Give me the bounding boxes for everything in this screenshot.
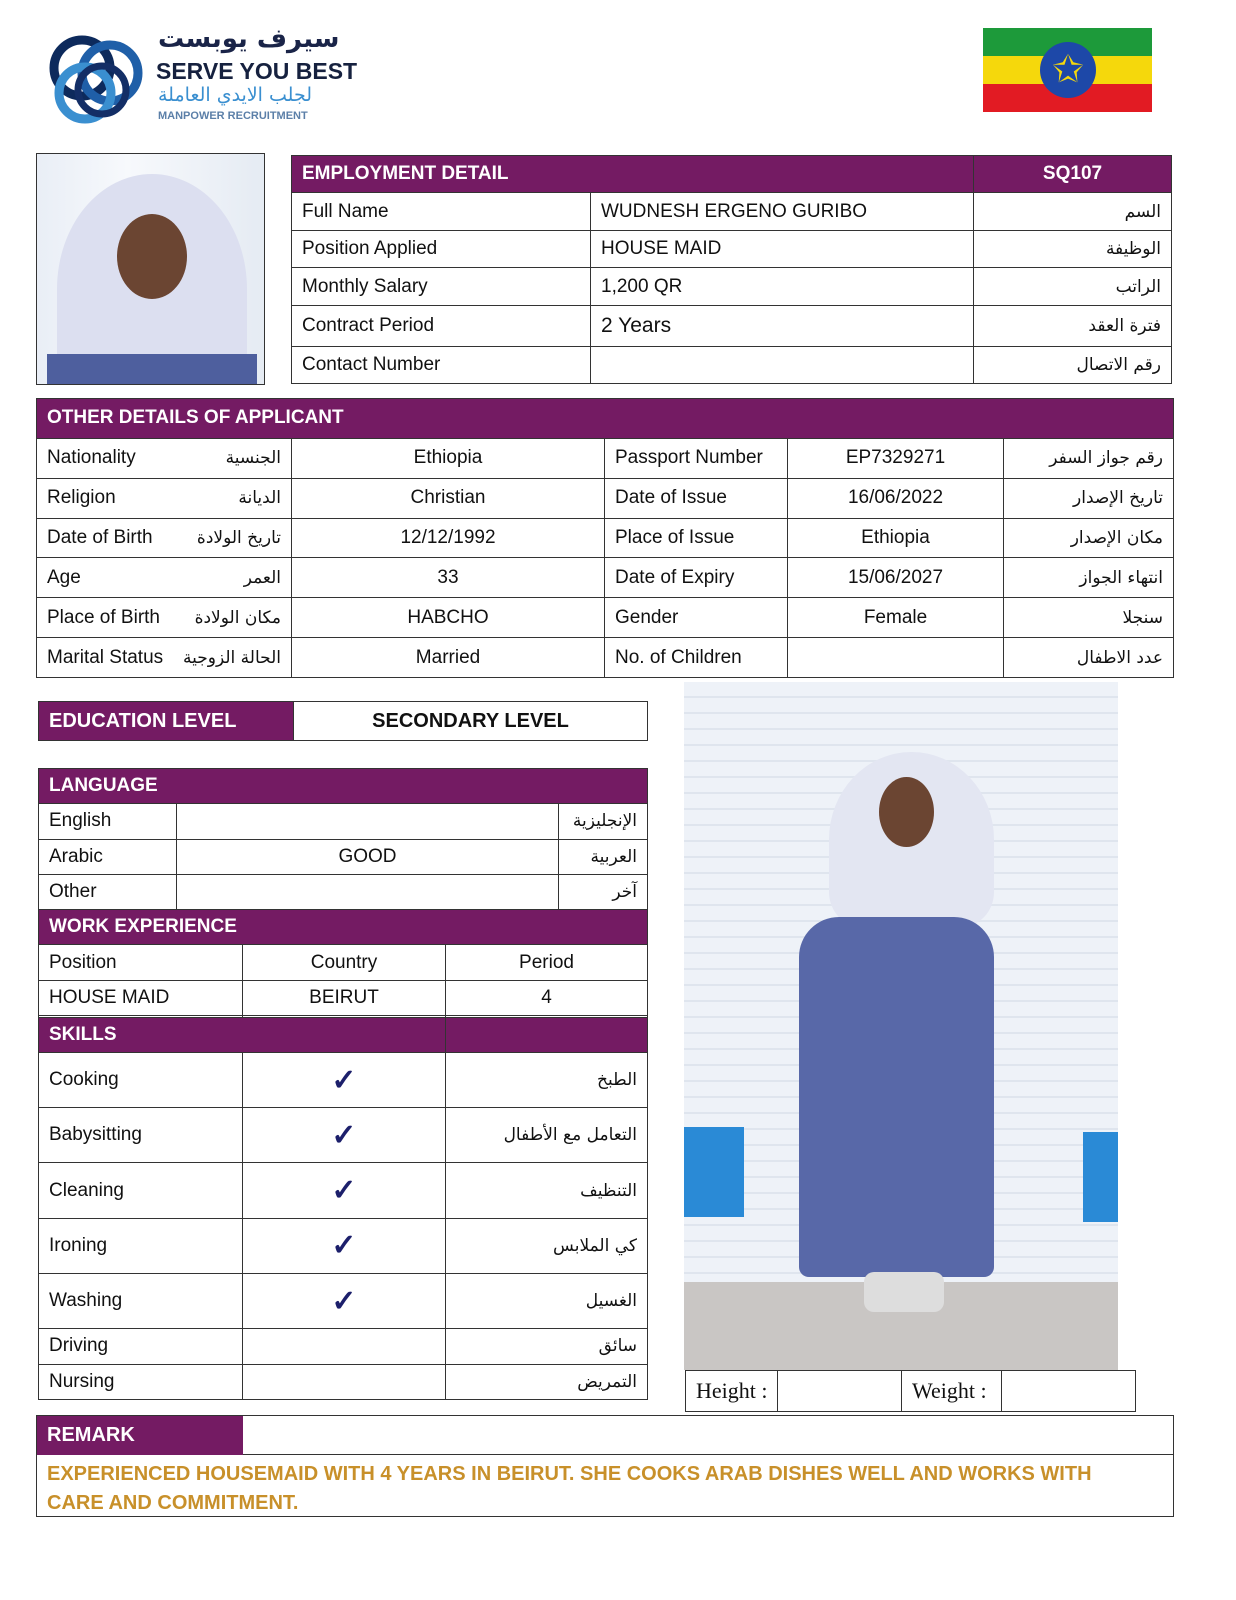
company-logo	[40, 24, 365, 128]
field-value: 33	[292, 558, 605, 598]
arabic-label: رقم جواز السفر	[1004, 438, 1174, 478]
field-label: Gender	[605, 598, 788, 638]
skill-label: Babysitting	[39, 1108, 243, 1163]
full-name-value: WUDNESH ERGENO GURIBO	[591, 193, 974, 230]
arabic-label: التنظيف	[446, 1163, 648, 1218]
arabic-label: آخر	[559, 874, 648, 909]
field-label-cell	[37, 638, 292, 678]
education-label: EDUCATION LEVEL	[39, 702, 294, 741]
field-value: HABCHO	[292, 598, 605, 638]
empty-check-cell	[243, 1364, 446, 1399]
work-header-row	[39, 945, 648, 980]
field-label: Date of Birth	[47, 526, 153, 548]
field-label-cell	[37, 518, 292, 558]
language-row	[39, 804, 648, 839]
language-label: Arabic	[39, 839, 177, 874]
arabic-label: السم	[974, 193, 1172, 230]
field-value: Ethiopia	[788, 518, 1004, 558]
work-country: BEIRUT	[243, 980, 446, 1015]
field-value	[788, 638, 1004, 678]
arabic-label: مكان الولادة	[194, 607, 281, 628]
skill-label: Cooking	[39, 1052, 243, 1107]
field-value: Married	[292, 638, 605, 678]
skill-label: Driving	[39, 1329, 243, 1364]
arabic-label: العربية	[559, 839, 648, 874]
language-work-skills-table	[38, 768, 648, 1400]
field-label-cell	[37, 478, 292, 518]
field-value: Female	[788, 598, 1004, 638]
arabic-label: الإنجليزية	[559, 804, 648, 839]
language-row	[39, 874, 648, 909]
skill-label: Nursing	[39, 1364, 243, 1399]
arabic-label: مكان الإصدار	[1004, 518, 1174, 558]
label: Full Name	[292, 193, 591, 230]
other-details-row	[37, 478, 1174, 518]
skill-row	[39, 1364, 648, 1399]
field-value: EP7329271	[788, 438, 1004, 478]
field-value: Christian	[292, 478, 605, 518]
arabic-label: الطبخ	[446, 1052, 648, 1107]
field-label: Nationality	[47, 447, 136, 469]
skill-label: Cleaning	[39, 1163, 243, 1218]
employment-detail-table	[291, 155, 1172, 384]
label: Monthly Salary	[292, 268, 591, 305]
arabic-label: تاريخ الولادة	[196, 527, 281, 548]
field-value: 15/06/2027	[788, 558, 1004, 598]
skill-row	[39, 1329, 648, 1364]
arabic-label: رقم الاتصال	[974, 346, 1172, 383]
other-details-row	[37, 438, 1174, 478]
remark-section	[36, 1415, 1174, 1517]
height-value	[778, 1371, 902, 1412]
field-label: Date of Expiry	[605, 558, 788, 598]
other-details-row	[37, 598, 1174, 638]
field-label: Marital Status	[47, 646, 164, 668]
education-value: SECONDARY LEVEL	[294, 702, 648, 741]
contract-value: 2 Years	[591, 305, 974, 346]
skill-row	[39, 1218, 648, 1273]
work-experience-title: WORK EXPERIENCE	[39, 910, 648, 945]
skill-row	[39, 1273, 648, 1328]
arabic-label: كي الملابس	[446, 1218, 648, 1273]
skill-label: Washing	[39, 1273, 243, 1328]
checkmark-icon: ✓	[243, 1218, 446, 1273]
checkmark-icon: ✓	[243, 1273, 446, 1328]
language-level: GOOD	[177, 839, 559, 874]
height-label: Height :	[686, 1371, 778, 1412]
column-header: Period	[446, 945, 648, 980]
skill-row	[39, 1052, 648, 1107]
arabic-label: العمر	[243, 567, 281, 588]
arabic-label: سائق	[446, 1329, 648, 1364]
arabic-label: فترة العقد	[974, 305, 1172, 346]
employment-title: EMPLOYMENT DETAIL	[292, 156, 974, 193]
language-row	[39, 839, 648, 874]
logo-sub: MANPOWER RECRUITMENT	[158, 110, 308, 122]
education-level	[38, 701, 648, 741]
checkmark-icon: ✓	[243, 1163, 446, 1218]
arabic-label: الحالة الزوجية	[183, 647, 281, 668]
applicant-portrait-photo	[36, 153, 265, 385]
arabic-label: الجنسية	[225, 448, 281, 469]
remark-text: EXPERIENCED HOUSEMAID WITH 4 YEARS IN BEIRUT. SHE COOKS ARAB DISHES WELL AND WORKS WITH CARE AND COMMITMENT.	[47, 1463, 1092, 1514]
label: Position Applied	[292, 230, 591, 267]
work-row	[39, 980, 648, 1015]
field-label-cell	[37, 598, 292, 638]
position-value: HOUSE MAID	[591, 230, 974, 267]
reference-code: SQ107	[974, 156, 1172, 193]
arabic-label: الديانة	[238, 488, 281, 509]
skill-row	[39, 1108, 648, 1163]
other-details-row	[37, 518, 1174, 558]
work-position: HOUSE MAID	[39, 980, 243, 1015]
field-value: 12/12/1992	[292, 518, 605, 558]
arabic-label: تاريخ الإصدار	[1004, 478, 1174, 518]
column-header: Country	[243, 945, 446, 980]
arabic-label: الوظيفة	[974, 230, 1172, 267]
skill-row	[39, 1163, 648, 1218]
skills-title: SKILLS	[39, 1017, 446, 1052]
arabic-label: التمريض	[446, 1364, 648, 1399]
other-details-row	[37, 558, 1174, 598]
arabic-label: الراتب	[974, 268, 1172, 305]
skill-label: Ironing	[39, 1218, 243, 1273]
language-level	[177, 804, 559, 839]
arabic-label: سنجلا	[1004, 598, 1174, 638]
height-weight-box	[685, 1370, 1136, 1412]
weight-label: Weight :	[902, 1371, 1002, 1412]
language-title: LANGUAGE	[39, 769, 648, 804]
checkmark-icon: ✓	[243, 1052, 446, 1107]
knot-logo-icon	[40, 28, 150, 128]
empty-check-cell	[243, 1329, 446, 1364]
field-value: 16/06/2022	[788, 478, 1004, 518]
weight-value	[1002, 1371, 1136, 1412]
arabic-label: انتهاء الجواز	[1004, 558, 1174, 598]
arabic-label: الغسيل	[446, 1273, 648, 1328]
column-header: Position	[39, 945, 243, 980]
contact-value	[591, 346, 974, 383]
language-level	[177, 874, 559, 909]
field-value: Ethiopia	[292, 438, 605, 478]
logo-name: SERVE YOU BEST	[156, 58, 358, 84]
field-label: Passport Number	[605, 438, 788, 478]
arabic-label: التعامل مع الأطفال	[446, 1108, 648, 1163]
logo-arabic-name: سيرف يوبست	[158, 24, 340, 54]
remark-title: REMARK	[37, 1416, 243, 1455]
language-label: Other	[39, 874, 177, 909]
salary-value: 1,200 QR	[591, 268, 974, 305]
work-period: 4	[446, 980, 648, 1015]
field-label: Religion	[47, 487, 116, 509]
other-details-title: OTHER DETAILS OF APPLICANT	[37, 399, 1174, 439]
field-label: Place of Birth	[47, 606, 160, 628]
other-details-row	[37, 638, 1174, 678]
ethiopia-flag: ✩	[983, 28, 1152, 112]
field-label: Age	[47, 566, 81, 588]
field-label: Date of Issue	[605, 478, 788, 518]
label: Contact Number	[292, 346, 591, 383]
field-label-cell	[37, 558, 292, 598]
label: Contract Period	[292, 305, 591, 346]
field-label-cell	[37, 438, 292, 478]
field-label: No. of Children	[605, 638, 788, 678]
logo-arabic-sub: لجلب الايدي العاملة	[158, 84, 313, 106]
arabic-label: عدد الاطفال	[1004, 638, 1174, 678]
language-label: English	[39, 804, 177, 839]
applicant-full-photo	[684, 682, 1118, 1370]
other-details-table	[36, 398, 1174, 678]
checkmark-icon: ✓	[243, 1108, 446, 1163]
field-label: Place of Issue	[605, 518, 788, 558]
